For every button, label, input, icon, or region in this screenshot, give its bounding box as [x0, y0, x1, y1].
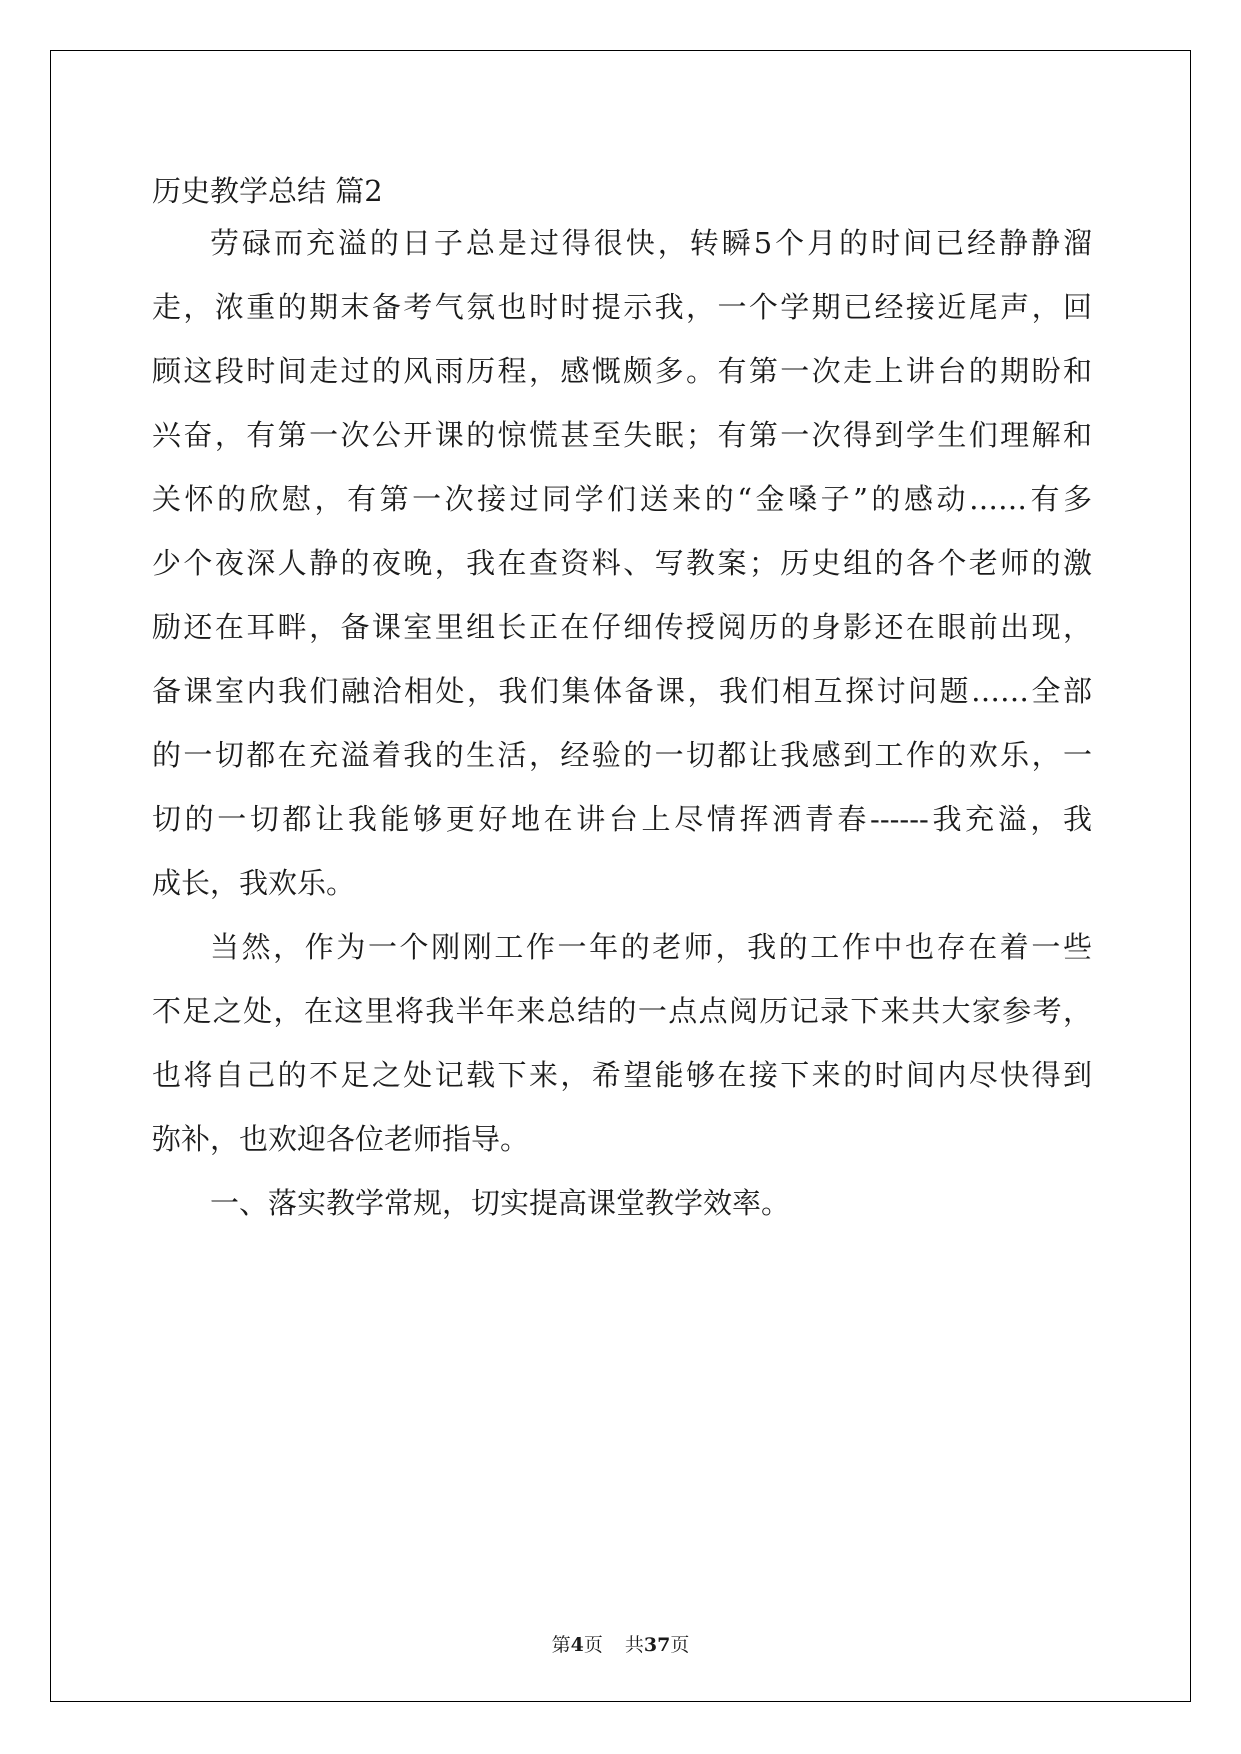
- page-number: 4: [570, 1634, 584, 1656]
- paragraph-line: 切的一切都让我能够更好地在讲台上尽情挥洒青春------我充溢，我: [152, 802, 1092, 836]
- paragraph-line: 顾这段时间走过的风雨历程，感慨颇多。有第一次走上讲台的期盼和: [152, 354, 1092, 388]
- paragraph-line: 当然，作为一个刚刚工作一年的老师，我的工作中也存在着一些: [210, 930, 1092, 964]
- page-footer: [0, 1630, 1241, 1657]
- page-suffix: 页: [583, 1634, 603, 1656]
- page-prefix: 第: [551, 1634, 571, 1656]
- document-body: [152, 165, 1092, 1241]
- paragraph-line: 也将自己的不足之处记载下来，希望能够在接下来的时间内尽快得到: [152, 1058, 1092, 1092]
- total-prefix: 共: [624, 1634, 644, 1656]
- total-pages: 37: [643, 1634, 671, 1656]
- paragraph-line: 走，浓重的期末备考气氛也时时提示我，一个学期已经接近尾声，回: [152, 290, 1092, 324]
- paragraph-3: [152, 1177, 1092, 1241]
- total-suffix: 页: [670, 1634, 690, 1656]
- paragraph-line: 劳碌而充溢的日子总是过得很快，转瞬5个月的时间已经静静溜: [210, 226, 1092, 260]
- paragraph-line: 兴奋，有第一次公开课的惊慌甚至失眠；有第一次得到学生们理解和: [152, 418, 1092, 452]
- paragraph-2: [152, 921, 1092, 1177]
- paragraph-line: 不足之处，在这里将我半年来总结的一点点阅历记录下来共大家参考，: [152, 994, 1092, 1028]
- paragraph-line: 弥补，也欢迎各位老师指导。: [152, 1122, 530, 1156]
- section-heading: 一、落实教学常规，切实提高课堂教学效率。: [210, 1186, 791, 1220]
- paragraph-line: 少个夜深人静的夜晚，我在查资料、写教案；历史组的各个老师的激: [152, 546, 1092, 580]
- paragraph-line: 成长，我欢乐。: [152, 866, 356, 900]
- paragraph-line: 关怀的欣慰，有第一次接过同学们送来的“金嗓子”的感动……有多: [152, 482, 1092, 516]
- paragraph-line: 的一切都在充溢着我的生活，经验的一切都让我感到工作的欢乐，一: [152, 738, 1092, 772]
- paragraph-line: 备课室内我们融洽相处，我们集体备课，我们相互探讨问题……全部: [152, 674, 1092, 708]
- document-title: 历史教学总结 篇2: [152, 174, 383, 208]
- paragraph-1: [152, 217, 1092, 921]
- paragraph-line: 励还在耳畔，备课室里组长正在仔细传授阅历的身影还在眼前出现，: [152, 610, 1092, 644]
